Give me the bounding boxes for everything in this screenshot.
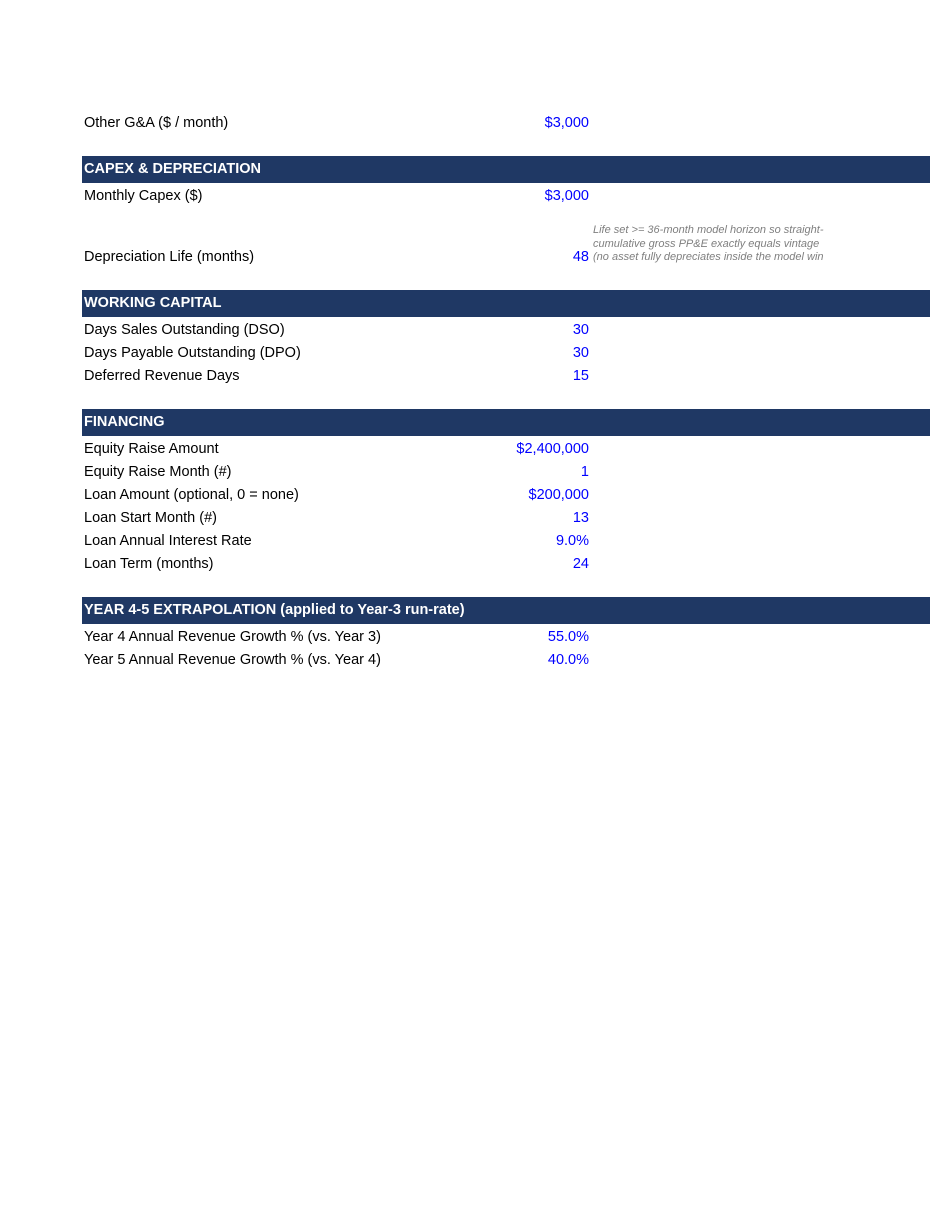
year4-growth-label: Year 4 Annual Revenue Growth % (vs. Year 3): [84, 629, 381, 645]
row-dso: [82, 318, 930, 341]
loan-term-value[interactable]: 24: [572, 556, 589, 572]
depreciation-life-value[interactable]: 48: [572, 249, 589, 265]
equity-month-value[interactable]: 1: [580, 464, 589, 480]
depreciation-note-line: Life set >= 36-month model horizon so straight-: [593, 224, 824, 236]
monthly-capex-value[interactable]: $3,000: [544, 188, 589, 204]
row-loan-amount: [82, 483, 930, 506]
other-ga-value[interactable]: $3,000: [544, 115, 589, 131]
row-loan-start: [82, 506, 930, 529]
depreciation-life-label: Depreciation Life (months): [84, 249, 255, 265]
row-other-ga: [82, 111, 930, 134]
row-loan-term: [82, 552, 930, 575]
dso-value[interactable]: 30: [572, 322, 589, 338]
depreciation-note-line: cumulative gross PP&E exactly equals vintage: [593, 237, 820, 250]
loan-start-label: Loan Start Month (#): [84, 510, 217, 526]
section-title: CAPEX & DEPRECIATION: [84, 161, 261, 177]
section-extrapolation: [82, 597, 930, 624]
monthly-capex-label: Monthly Capex ($): [84, 188, 203, 204]
row-equity-amount: [82, 437, 930, 460]
dpo-label: Days Payable Outstanding (DPO): [84, 345, 301, 361]
section-title: FINANCING: [84, 414, 165, 430]
equity-amount-label: Equity Raise Amount: [84, 441, 219, 457]
section-financing: [82, 409, 930, 436]
year4-growth-value[interactable]: 55.0%: [547, 629, 589, 645]
row-equity-month: [82, 460, 930, 483]
deferred-revenue-value[interactable]: 15: [572, 368, 589, 384]
row-deferred-revenue: [82, 364, 930, 387]
row-year4-growth: [82, 625, 930, 648]
depreciation-note-line: (no asset fully depreciates inside the model win: [593, 251, 824, 263]
row-year5-growth: [82, 648, 930, 671]
loan-rate-value[interactable]: 9.0%: [555, 533, 589, 549]
loan-term-label: Loan Term (months): [84, 556, 214, 572]
equity-amount-value[interactable]: $2,400,000: [516, 441, 589, 457]
loan-amount-value[interactable]: $200,000: [528, 487, 589, 503]
depreciation-note: [593, 224, 846, 265]
other-ga-label: Other G&A ($ / month): [84, 115, 229, 131]
loan-amount-label: Loan Amount (optional, 0 = none): [84, 487, 299, 503]
section-capex-depreciation: [82, 156, 930, 183]
year5-growth-label: Year 5 Annual Revenue Growth % (vs. Year 4): [84, 652, 381, 668]
year5-growth-value[interactable]: 40.0%: [547, 652, 589, 668]
loan-rate-label: Loan Annual Interest Rate: [84, 533, 252, 549]
section-title: YEAR 4-5 EXTRAPOLATION (applied to Year-3 run-rate): [84, 602, 465, 618]
deferred-revenue-label: Deferred Revenue Days: [84, 368, 240, 384]
section-working-capital: [82, 290, 930, 317]
row-loan-rate: [82, 529, 930, 552]
equity-month-label: Equity Raise Month (#): [84, 464, 232, 480]
dpo-value[interactable]: 30: [572, 345, 589, 361]
row-monthly-capex: [82, 184, 930, 207]
row-dpo: [82, 341, 930, 364]
dso-label: Days Sales Outstanding (DSO): [84, 322, 285, 338]
loan-start-value[interactable]: 13: [572, 510, 589, 526]
section-title: WORKING CAPITAL: [84, 295, 222, 311]
